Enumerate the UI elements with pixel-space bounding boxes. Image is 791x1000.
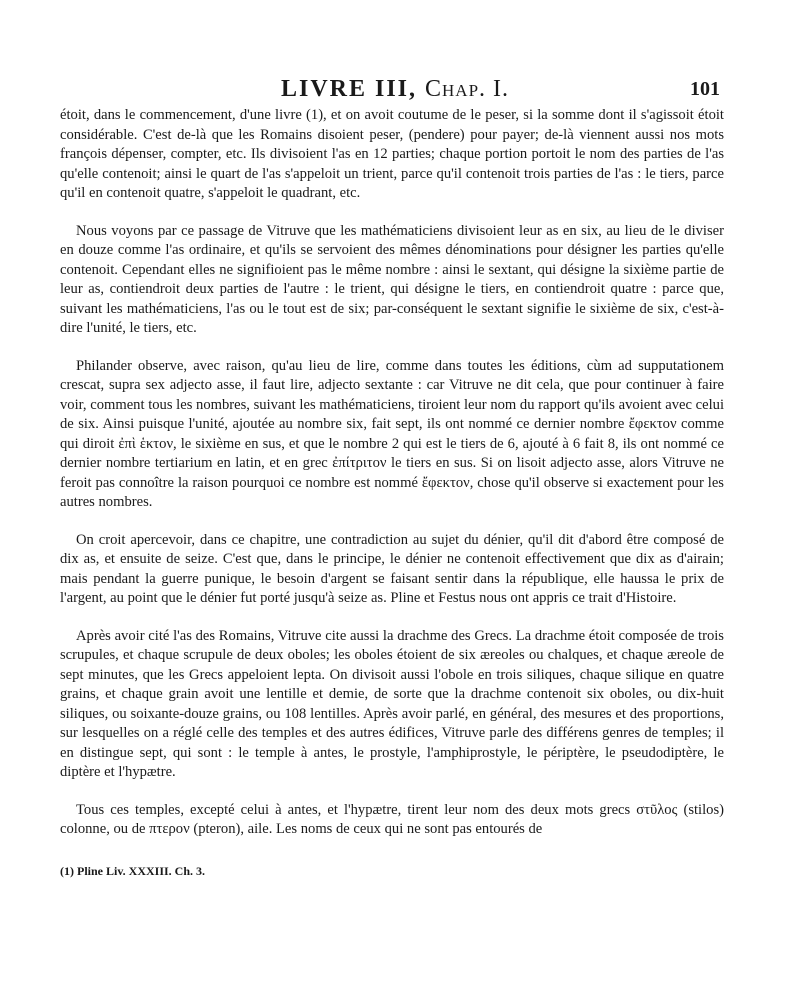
chapter-label: Chap. I.	[425, 76, 510, 102]
paragraph: Après avoir cité l'as des Romains, Vitruve cite aussi la drachme des Grecs. La drachme étoit composée de trois scrupules, et chaque scrupule de deux oboles; les oboles étoient de six æreoles ou chalques, et chaque æreole de sept minutes, que les Grecs appeloient lepta. On divisoit aussi l'obole en trois siliques, chaque silique en quatre grains, et chaque grain avoit une lentille et demie, de sorte que la drachme contenoit six oboles, ou dix-huit siliques, ou soixante-douze grains, ou 108 lentilles. Après avoir parlé, en général, des mesures et des proportions, sur lesquelles on a réglé celle des temples et des autres édifices, Vitruve parle des différens genres de temples; il en distingue sept, qui sont : le temple à antes, le prostyle, l'amphiprostyle, le périptère, le pseudodiptère, le diptère et l'hypætre.	[60, 627, 724, 780]
running-head	[70, 76, 720, 102]
book-title: LIVRE III,	[280, 76, 418, 102]
running-title	[70, 76, 720, 103]
body-text	[60, 106, 724, 858]
footnote: (1) Pline Liv. XXXIII. Ch. 3.	[60, 864, 206, 878]
paragraph: Nous voyons par ce passage de Vitruve que les mathématiciens divisoient leur as en six, au lieu de le diviser en douze comme l'as ordinaire, et qu'ils se servoient des mêmes dénominations pour désigner les parties qu'elle contenoit. Cependant elles ne signifioient pas le même nombre : ainsi le sextant, qui désigne la sixième partie de leur as, contiendroit deux parties de l'autre : le trient, qui désigne le tiers, en contiendroit quatre : parce que, suivant les mathématiciens, l'as ou le tout est de six; par-conséquent le sextant signifie le sixième de six, c'est-à-dire l'unité, le tiers, etc.	[60, 222, 724, 336]
paragraph: On croit apercevoir, dans ce chapitre, une contradiction au sujet du dénier, qu'il dit d'abord être composé de dix as, et ensuite de seize. C'est que, dans le principe, le dénier ne contenoit effectivement que dix as d'airain; mais pendant la guerre punique, le besoin d'argent se faisant sentir dans la république, elle haussa le prix de l'argent, au point que le dénier fut porté jusqu'à seize as. Pline et Festus nous ont appris ce trait d'Histoire.	[60, 531, 724, 606]
paragraph: Tous ces temples, excepté celui à antes, et l'hypætre, tirent leur nom des deux mots grecs στῦλος (stilos) colonne, ou de πτερον (pteron), aile. Les noms de ceux qui ne sont pas entourés de	[60, 801, 724, 837]
paragraph: Philander observe, avec raison, qu'au lieu de lire, comme dans toutes les éditions, cùm ad supputationem crescat, supra sex adjecto asse, il faut lire, adjecto sextante : car Vitruve ne dit cela, que pour continuer à faire voir, comment tous les nombres, suivant les mathématiciens, tiroient leur nom du rapport qu'ils avoient avec celui de six. Ainsi puisque l'unité, ajoutée au nombre six, fait sept, ils ont nommé ce dernier nombre ἔφεκτον comme qui diroit ἐπὶ ἑκτον, le sixième en sus, et que le nombre 2 qui est le tiers de 6, ajouté à 6 fait 8, ils ont nommé ce dernier nombre tertiarium en latin, et en grec ἐπίτριτον le tiers en sus. Si on lisoit adjecto asse, alors Vitruve ne feroit pas connoître la raison pourquoi ce nombre est nommé ἔφεκτον, chose qu'il observe si exactement pour les autres nombres.	[60, 357, 724, 510]
paragraph: étoit, dans le commencement, d'une livre (1), et on avoit coutume de le peser, si la somme dont il s'agissoit étoit considérable. C'est de-là que les Romains disoient peser, (pendere) pour payer; de-là viennent aussi nos mots françois dépenser, compter, etc. Ils divisoient l'as en 12 parties; chaque portion portoit le nom des parties de l'as qu'elle contenoit; ainsi le quart de l'as s'appeloit un trient, parce qu'il contenoit trois parties de l'as : le tiers, parce qu'il en contenoit quatre, s'appeloit le quadrant, etc.	[60, 107, 724, 201]
page-number: 101	[690, 78, 720, 100]
